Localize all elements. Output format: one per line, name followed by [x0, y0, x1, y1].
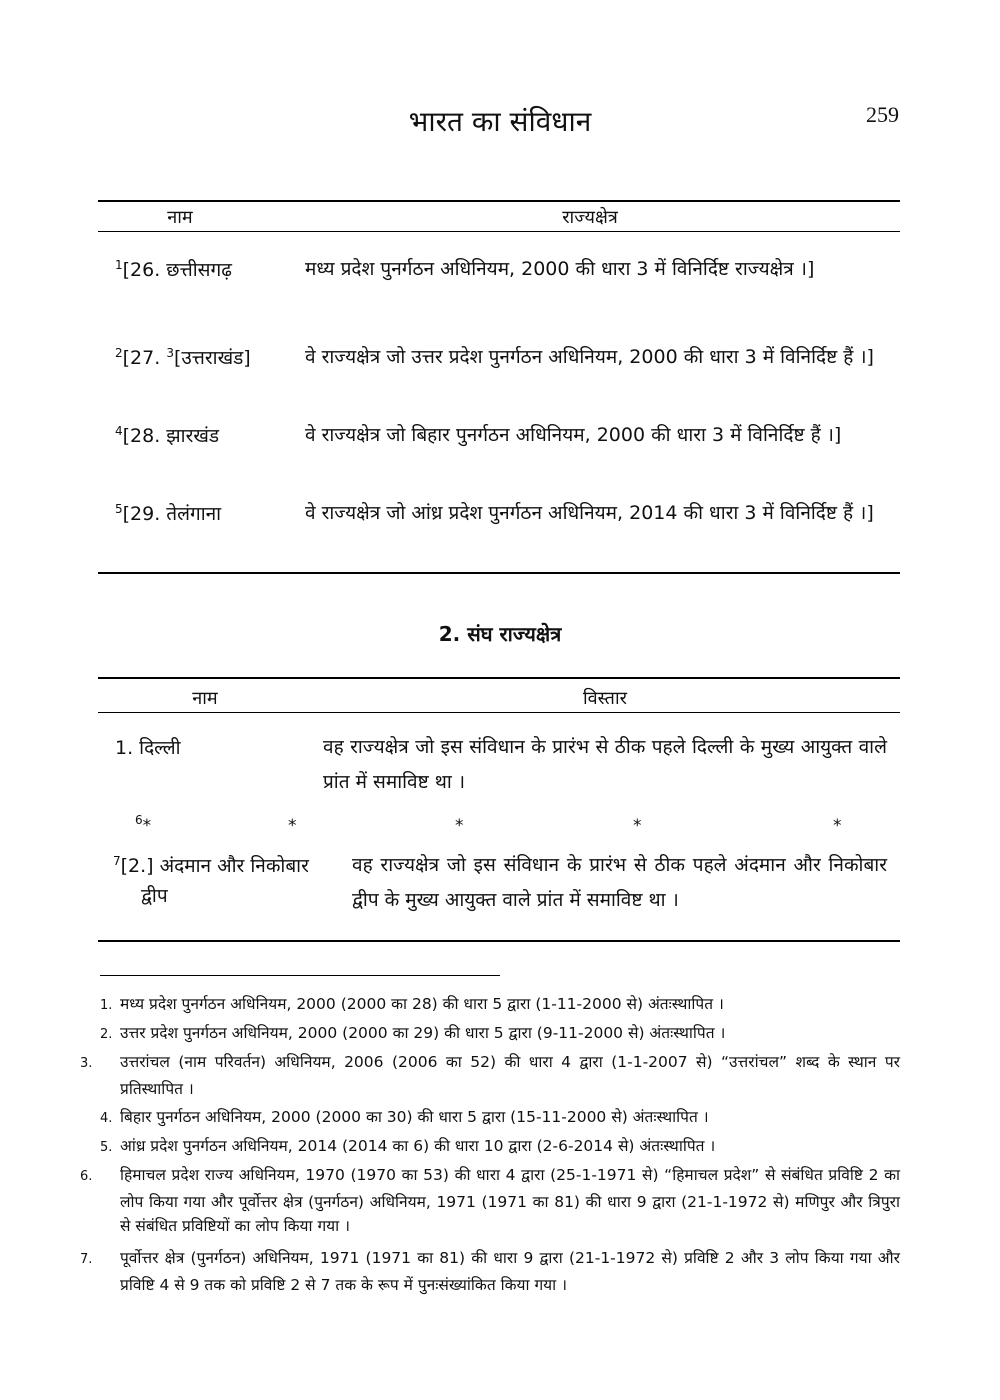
table-row-territory: मध्य प्रदेश पुनर्गठन अधिनियम, 2000 की धारा 3 में विनिर्दिष्ट राज्यक्षेत्र ।]	[305, 258, 815, 280]
footnote: 5. आंध्र प्रदेश पुनर्गठन अधिनियम, 2014 (2014 का 6) की धारा 10 द्वारा (2-6-2014 से) अंतःस्थापित ।	[100, 1137, 716, 1155]
table-row-territory: वे राज्यक्षेत्र जो उत्तर प्रदेश पुनर्गठन अधिनियम, 2000 की धारा 3 में विनिर्दिष्ट हैं ।]	[305, 346, 874, 368]
omission-star: *	[833, 816, 842, 836]
table2-bottom-rule	[98, 940, 900, 942]
table-row-name: 1. दिल्ली	[115, 737, 181, 759]
table-row-name: $^2$[27. $^3$[उत्तराखंड]	[115, 346, 251, 369]
omission-star: *	[288, 816, 297, 836]
table-row-name: $^4$[28. झारखंड	[115, 424, 220, 447]
table2-top-rule	[98, 677, 900, 679]
table2-header-extent: विस्तार	[583, 688, 627, 709]
footnote: 3. उत्तरांचल (नाम परिवर्तन) अधिनियम, 2006 (2006 का 52) की धारा 4 द्वारा (1-1-2007 से) “उत्तरांचल” शब्द के स्थान पर प्रतिस्थापित ।	[80, 1053, 900, 1098]
table-row-name: $^1$[26. छत्तीसगढ़	[115, 258, 232, 281]
footnote: 2. उत्तर प्रदेश पुनर्गठन अधिनियम, 2000 (2000 का 29) की धारा 5 द्वारा (9-11-2000 से) अंतःस्थापित ।	[100, 1024, 726, 1042]
page-title: भारत का संविधान	[408, 105, 592, 138]
footnote: 4. बिहार पुनर्गठन अधिनियम, 2000 (2000 का 30) की धारा 5 द्वारा (15-11-2000 से) अंतःस्थापित ।	[100, 1108, 709, 1126]
footnote-separator	[100, 975, 500, 976]
table-row-territory: वे राज्यक्षेत्र जो आंध्र प्रदेश पुनर्गठन अधिनियम, 2014 की धारा 3 में विनिर्दिष्ट हैं ।]	[305, 502, 874, 524]
table1-bottom-rule	[98, 572, 900, 574]
footnote: 7. पूर्वोत्तर क्षेत्र (पुनर्गठन) अधिनियम, 1971 (1971 का 81) की धारा 9 द्वारा (21-1-1972 से) प्रविष्टि 2 और 3 लोप किया गया और प्रविष्टि 4 से 9 तक को प्रविष्टि 2 से 7 तक के रूप में पुनःसंख्यांकित किया गया ।	[80, 1249, 900, 1294]
table2-header-rule	[98, 712, 900, 713]
table1-header-name: नाम	[167, 207, 193, 228]
table1-header-territory: राज्यक्षेत्र	[562, 207, 618, 228]
footnote: 6. हिमाचल प्रदेश राज्य अधिनियम, 1970 (1970 का 53) की धारा 4 द्वारा (25-1-1971 से) “हिमाचल प्रदेश” से संबंधित प्रविष्टि 2 का लोप किया गया और पूर्वोत्तर क्षेत्र (पुनर्गठन) अधिनियम, 1971 (1971 का 81) की धारा 9 द्वारा (21-1-1972 से) मणिपुर और त्रिपुरा से संबंधित प्रविष्टियों का लोप किया गया ।	[80, 1166, 900, 1235]
table1-header-rule	[98, 231, 900, 232]
table-row-territory: वे राज्यक्षेत्र जो बिहार पुनर्गठन अधिनियम, 2000 की धारा 3 में विनिर्दिष्ट हैं ।]	[305, 424, 842, 446]
omission-star: *	[633, 816, 642, 836]
page-number: 259	[866, 102, 899, 127]
table-row-name: $^5$[29. तेलंगाना	[115, 502, 222, 525]
omission-marker: $^6$*	[135, 813, 152, 836]
section-heading: 2. संघ राज्यक्षेत्र	[438, 622, 562, 646]
table-row-extent: वह राज्यक्षेत्र जो इस संविधान के प्रारंभ से ठीक पहले दिल्ली के मुख्य आयुक्त वाले प्रांत में समाविष्ट था ।	[323, 736, 887, 793]
table1-top-rule	[98, 200, 900, 202]
footnote: 1. मध्य प्रदेश पुनर्गठन अधिनियम, 2000 (2000 का 28) की धारा 5 द्वारा (1-11-2000 से) अंतःस्थापित ।	[100, 995, 724, 1013]
omission-star: *	[455, 816, 464, 836]
table-row-name: $^7$[2.] अंदमान और निकोबार द्वीप	[113, 854, 309, 907]
table2-header-name: नाम	[192, 688, 218, 709]
table-row-extent: वह राज्यक्षेत्र जो इस संविधान के प्रारंभ से ठीक पहले अंदमान और निकोबार द्वीप के मुख्य आयुक्त वाले प्रांत में समाविष्ट था ।	[352, 854, 887, 911]
